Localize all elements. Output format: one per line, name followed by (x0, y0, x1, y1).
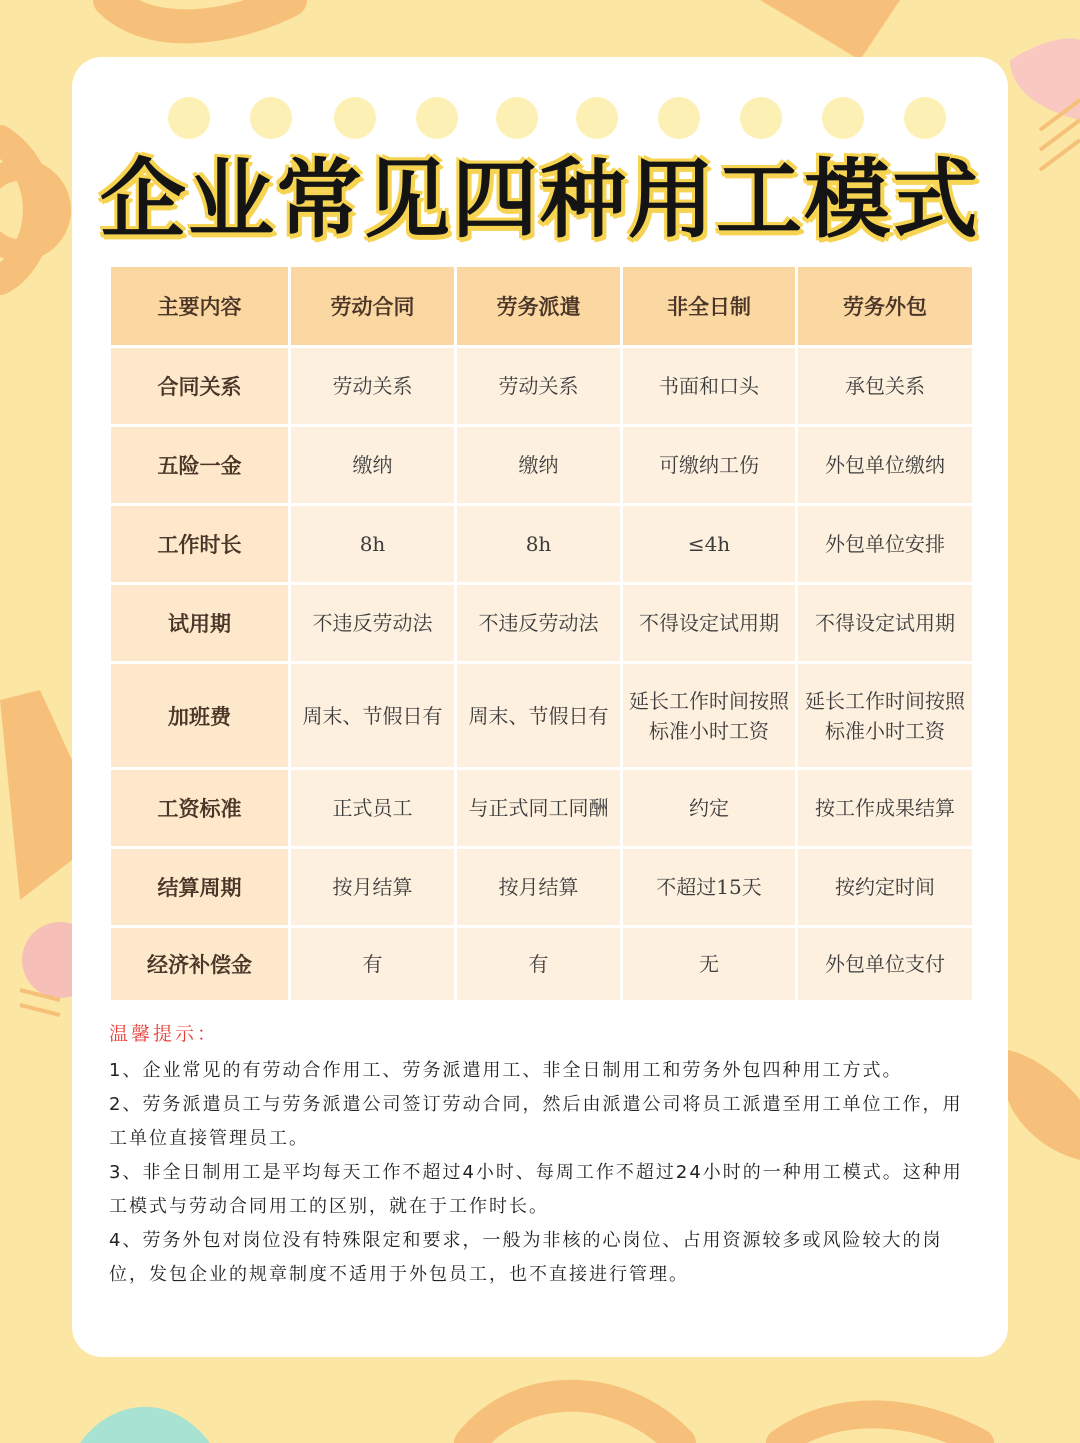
tips-section (109, 1019, 981, 1292)
table-cell: 8h (457, 506, 620, 582)
table-cell: 周末、节假日有 (457, 664, 620, 767)
table-cell: 不违反劳动法 (291, 585, 454, 661)
content-card (72, 57, 1008, 1357)
table-cell: 不得设定试用期 (798, 585, 972, 661)
table-cell: 延长工作时间按照标准小时工资 (623, 664, 795, 767)
page-title: 企业常见四种用工模式 (100, 150, 980, 250)
dot (334, 97, 376, 139)
header-outsourcing: 劳务外包 (798, 267, 972, 345)
table-row (111, 928, 972, 1000)
table-cell: 按工作成果结算 (798, 770, 972, 846)
table-cell: 有 (291, 928, 454, 1000)
tip-item: 4、劳务外包对岗位没有特殊限定和要求，一般为非核的心岗位、占用资源较多或风险较大的岗位，发包企业的规章制度不适用于外包员工，也不直接进行管理。 (109, 1230, 943, 1285)
row-label: 经济补偿金 (111, 928, 288, 1000)
table-row (111, 427, 972, 503)
row-label: 加班费 (111, 664, 288, 767)
table-cell: 按月结算 (291, 849, 454, 925)
table-cell: 8h (291, 506, 454, 582)
header-labor-contract: 劳动合同 (291, 267, 454, 345)
table-cell: 有 (457, 928, 620, 1000)
row-label: 五险一金 (111, 427, 288, 503)
table-cell: 不违反劳动法 (457, 585, 620, 661)
table-row (111, 770, 972, 846)
table-cell: ≤4h (623, 506, 795, 582)
row-label: 工资标准 (111, 770, 288, 846)
dot (658, 97, 700, 139)
row-label: 合同关系 (111, 348, 288, 424)
table-cell: 外包单位安排 (798, 506, 972, 582)
tip-item: 1、企业常见的有劳动合作用工、劳务派遣用工、非全日制用工和劳务外包四种用工方式。 (109, 1060, 903, 1081)
table-cell: 正式员工 (291, 770, 454, 846)
table-cell: 外包单位支付 (798, 928, 972, 1000)
row-label: 结算周期 (111, 849, 288, 925)
table-cell: 与正式同工同酬 (457, 770, 620, 846)
header-labor-dispatch: 劳务派遣 (457, 267, 620, 345)
table-cell: 无 (623, 928, 795, 1000)
header-part-time: 非全日制 (623, 267, 795, 345)
row-label: 工作时长 (111, 506, 288, 582)
table-cell: 劳动关系 (457, 348, 620, 424)
table-cell: 可缴纳工伤 (623, 427, 795, 503)
table-row (111, 585, 972, 661)
dot (416, 97, 458, 139)
tips-heading: 温馨提示： (109, 1023, 220, 1045)
table-row (111, 506, 972, 582)
table-row (111, 348, 972, 424)
table-cell: 延长工作时间按照标准小时工资 (798, 664, 972, 767)
table-cell: 约定 (623, 770, 795, 846)
table-cell: 书面和口头 (623, 348, 795, 424)
comparison-table (108, 264, 975, 1003)
dot (576, 97, 618, 139)
table-row (111, 664, 972, 767)
dot (250, 97, 292, 139)
table-cell: 劳动关系 (291, 348, 454, 424)
row-label: 试用期 (111, 585, 288, 661)
tip-item: 2、劳务派遣员工与劳务派遣公司签订劳动合同，然后由派遣公司将员工派遣至用工单位工作，用工单位直接管理员工。 (109, 1094, 963, 1149)
table-cell: 缴纳 (291, 427, 454, 503)
table-cell: 外包单位缴纳 (798, 427, 972, 503)
decorative-dots (72, 97, 1008, 143)
table-cell: 按月结算 (457, 849, 620, 925)
table-cell: 周末、节假日有 (291, 664, 454, 767)
table-cell: 缴纳 (457, 427, 620, 503)
dot (168, 97, 210, 139)
table-cell: 不超过15天 (623, 849, 795, 925)
table-cell: 按约定时间 (798, 849, 972, 925)
dot (904, 97, 946, 139)
dot (822, 97, 864, 139)
table-row (111, 849, 972, 925)
table-cell: 承包关系 (798, 348, 972, 424)
header-main-content: 主要内容 (111, 267, 288, 345)
dot (740, 97, 782, 139)
dot (496, 97, 538, 139)
table-cell: 不得设定试用期 (623, 585, 795, 661)
tip-item: 3、非全日制用工是平均每天工作不超过4小时、每周工作不超过24小时的一种用工模式。这种用工模式与劳动合同用工的区别，就在于工作时长。 (109, 1162, 963, 1217)
